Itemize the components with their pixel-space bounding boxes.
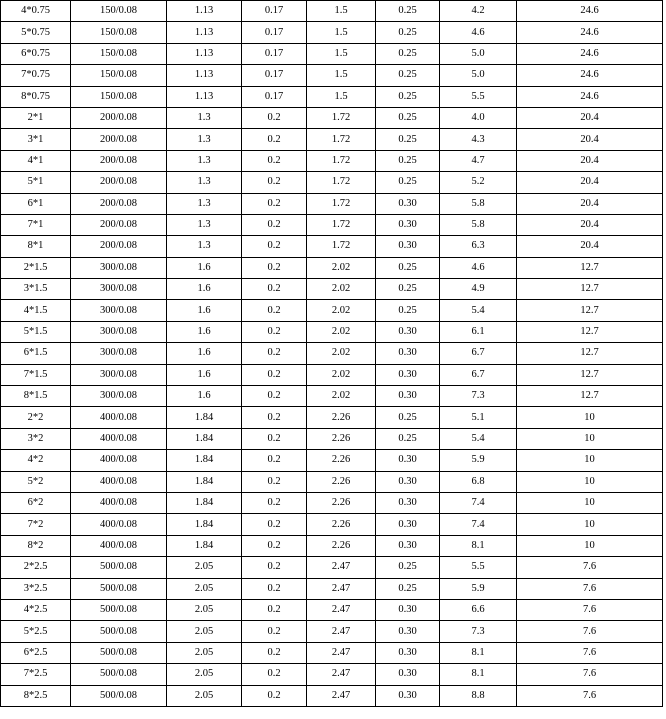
strand-cell: 500/0.08 [71,685,167,706]
strand-cell: 150/0.08 [71,65,167,86]
outer-diameter-cell: 5.0 [440,43,517,64]
sheath-thickness-cell: 0.25 [376,172,440,193]
sheath-thickness-cell: 0.25 [376,43,440,64]
insulation-thickness-cell: 0.2 [242,514,307,535]
strand-cell: 400/0.08 [71,450,167,471]
strand-cell: 500/0.08 [71,578,167,599]
resistance-cell: 24.6 [517,86,663,107]
table-row [1,471,663,492]
core-diameter-cell: 2.47 [307,685,376,706]
resistance-cell: 20.4 [517,193,663,214]
sheath-thickness-cell: 0.25 [376,407,440,428]
resistance-cell: 24.6 [517,43,663,64]
core-diameter-cell: 1.5 [307,1,376,22]
sheath-thickness-cell: 0.30 [376,343,440,364]
table-row [1,599,663,620]
outer-diameter-cell: 5.8 [440,193,517,214]
table-row [1,514,663,535]
table-row [1,364,663,385]
table-row [1,300,663,321]
outer-diameter-cell: 7.3 [440,386,517,407]
core-diameter-cell: 1.5 [307,65,376,86]
core-spec-cell: 6*2 [1,492,71,513]
core-diameter-cell: 2.47 [307,599,376,620]
sheath-thickness-cell: 0.25 [376,557,440,578]
core-spec-cell: 8*1 [1,236,71,257]
insulation-thickness-cell: 0.2 [242,535,307,556]
insulation-thickness-cell: 0.17 [242,1,307,22]
core-spec-cell: 5*1.5 [1,321,71,342]
sheath-thickness-cell: 0.25 [376,107,440,128]
outer-diameter-cell: 5.8 [440,214,517,235]
core-spec-cell: 5*2.5 [1,621,71,642]
table-row [1,386,663,407]
core-spec-cell: 8*2 [1,535,71,556]
core-diameter-cell: 2.02 [307,386,376,407]
conductor-diameter-cell: 1.84 [167,535,242,556]
core-spec-cell: 7*0.75 [1,65,71,86]
strand-cell: 400/0.08 [71,514,167,535]
resistance-cell: 12.7 [517,300,663,321]
insulation-thickness-cell: 0.2 [242,193,307,214]
insulation-thickness-cell: 0.2 [242,107,307,128]
resistance-cell: 20.4 [517,236,663,257]
table-row [1,214,663,235]
resistance-cell: 24.6 [517,1,663,22]
core-spec-cell: 6*0.75 [1,43,71,64]
conductor-diameter-cell: 1.6 [167,321,242,342]
insulation-thickness-cell: 0.17 [242,86,307,107]
insulation-thickness-cell: 0.17 [242,22,307,43]
table-row [1,129,663,150]
sheath-thickness-cell: 0.30 [376,514,440,535]
conductor-diameter-cell: 1.84 [167,492,242,513]
conductor-diameter-cell: 1.6 [167,386,242,407]
insulation-thickness-cell: 0.2 [242,300,307,321]
core-spec-cell: 5*2 [1,471,71,492]
core-diameter-cell: 1.72 [307,150,376,171]
strand-cell: 300/0.08 [71,364,167,385]
table-row [1,664,663,685]
insulation-thickness-cell: 0.2 [242,364,307,385]
core-diameter-cell: 2.02 [307,364,376,385]
conductor-diameter-cell: 1.3 [167,193,242,214]
conductor-diameter-cell: 1.6 [167,300,242,321]
core-spec-cell: 8*1.5 [1,386,71,407]
table-row [1,172,663,193]
sheath-thickness-cell: 0.30 [376,236,440,257]
resistance-cell: 7.6 [517,642,663,663]
outer-diameter-cell: 5.5 [440,557,517,578]
strand-cell: 150/0.08 [71,86,167,107]
insulation-thickness-cell: 0.17 [242,43,307,64]
outer-diameter-cell: 6.8 [440,471,517,492]
strand-cell: 150/0.08 [71,43,167,64]
core-diameter-cell: 2.26 [307,492,376,513]
table-row [1,22,663,43]
insulation-thickness-cell: 0.2 [242,214,307,235]
core-spec-cell: 2*1 [1,107,71,128]
table-row [1,621,663,642]
strand-cell: 300/0.08 [71,300,167,321]
conductor-diameter-cell: 1.84 [167,428,242,449]
core-spec-cell: 8*0.75 [1,86,71,107]
resistance-cell: 10 [517,450,663,471]
insulation-thickness-cell: 0.2 [242,599,307,620]
strand-cell: 400/0.08 [71,428,167,449]
sheath-thickness-cell: 0.30 [376,664,440,685]
core-spec-cell: 4*1.5 [1,300,71,321]
core-diameter-cell: 2.47 [307,642,376,663]
strand-cell: 200/0.08 [71,193,167,214]
conductor-diameter-cell: 1.3 [167,150,242,171]
core-diameter-cell: 1.72 [307,172,376,193]
outer-diameter-cell: 5.4 [440,428,517,449]
conductor-diameter-cell: 1.3 [167,236,242,257]
sheath-thickness-cell: 0.30 [376,364,440,385]
resistance-cell: 7.6 [517,664,663,685]
strand-cell: 500/0.08 [71,664,167,685]
outer-diameter-cell: 7.4 [440,514,517,535]
resistance-cell: 10 [517,428,663,449]
outer-diameter-cell: 8.1 [440,535,517,556]
resistance-cell: 12.7 [517,321,663,342]
core-diameter-cell: 1.5 [307,86,376,107]
core-diameter-cell: 2.02 [307,300,376,321]
strand-cell: 500/0.08 [71,557,167,578]
core-spec-cell: 3*1 [1,129,71,150]
sheath-thickness-cell: 0.30 [376,621,440,642]
insulation-thickness-cell: 0.2 [242,386,307,407]
strand-cell: 200/0.08 [71,214,167,235]
outer-diameter-cell: 6.6 [440,599,517,620]
core-diameter-cell: 2.26 [307,535,376,556]
sheath-thickness-cell: 0.25 [376,22,440,43]
resistance-cell: 24.6 [517,22,663,43]
outer-diameter-cell: 8.1 [440,642,517,663]
sheath-thickness-cell: 0.30 [376,642,440,663]
table-row [1,450,663,471]
sheath-thickness-cell: 0.25 [376,1,440,22]
conductor-diameter-cell: 1.13 [167,22,242,43]
sheath-thickness-cell: 0.25 [376,86,440,107]
table-row [1,407,663,428]
insulation-thickness-cell: 0.2 [242,257,307,278]
insulation-thickness-cell: 0.2 [242,428,307,449]
sheath-thickness-cell: 0.30 [376,386,440,407]
insulation-thickness-cell: 0.2 [242,407,307,428]
sheath-thickness-cell: 0.25 [376,428,440,449]
core-diameter-cell: 2.26 [307,407,376,428]
conductor-diameter-cell: 2.05 [167,578,242,599]
resistance-cell: 7.6 [517,599,663,620]
core-spec-cell: 5*1 [1,172,71,193]
core-spec-cell: 2*2.5 [1,557,71,578]
table-row [1,492,663,513]
insulation-thickness-cell: 0.2 [242,236,307,257]
sheath-thickness-cell: 0.30 [376,321,440,342]
outer-diameter-cell: 5.0 [440,65,517,86]
insulation-thickness-cell: 0.2 [242,621,307,642]
outer-diameter-cell: 6.3 [440,236,517,257]
core-spec-cell: 4*1 [1,150,71,171]
insulation-thickness-cell: 0.17 [242,65,307,86]
core-spec-cell: 4*0.75 [1,1,71,22]
strand-cell: 150/0.08 [71,22,167,43]
outer-diameter-cell: 4.6 [440,257,517,278]
core-spec-cell: 4*2 [1,450,71,471]
insulation-thickness-cell: 0.2 [242,150,307,171]
sheath-thickness-cell: 0.25 [376,279,440,300]
outer-diameter-cell: 6.1 [440,321,517,342]
table-row [1,257,663,278]
core-spec-cell: 6*1.5 [1,343,71,364]
outer-diameter-cell: 4.6 [440,22,517,43]
core-diameter-cell: 2.26 [307,471,376,492]
sheath-thickness-cell: 0.25 [376,578,440,599]
core-diameter-cell: 2.26 [307,428,376,449]
core-diameter-cell: 1.5 [307,22,376,43]
resistance-cell: 20.4 [517,214,663,235]
resistance-cell: 7.6 [517,685,663,706]
outer-diameter-cell: 4.2 [440,1,517,22]
resistance-cell: 10 [517,535,663,556]
insulation-thickness-cell: 0.2 [242,343,307,364]
conductor-diameter-cell: 1.84 [167,471,242,492]
core-diameter-cell: 2.02 [307,257,376,278]
resistance-cell: 20.4 [517,107,663,128]
outer-diameter-cell: 4.0 [440,107,517,128]
sheath-thickness-cell: 0.30 [376,450,440,471]
conductor-diameter-cell: 1.3 [167,214,242,235]
table-row [1,86,663,107]
conductor-diameter-cell: 1.84 [167,450,242,471]
insulation-thickness-cell: 0.2 [242,450,307,471]
sheath-thickness-cell: 0.25 [376,150,440,171]
table-body [1,1,663,707]
strand-cell: 200/0.08 [71,150,167,171]
sheath-thickness-cell: 0.30 [376,599,440,620]
strand-cell: 400/0.08 [71,535,167,556]
table-row [1,321,663,342]
conductor-diameter-cell: 1.6 [167,279,242,300]
table-row [1,279,663,300]
resistance-cell: 10 [517,471,663,492]
core-diameter-cell: 1.72 [307,236,376,257]
strand-cell: 150/0.08 [71,1,167,22]
table-row [1,535,663,556]
core-diameter-cell: 2.26 [307,514,376,535]
resistance-cell: 12.7 [517,279,663,300]
conductor-diameter-cell: 2.05 [167,557,242,578]
conductor-diameter-cell: 1.3 [167,129,242,150]
sheath-thickness-cell: 0.30 [376,471,440,492]
conductor-diameter-cell: 1.3 [167,107,242,128]
insulation-thickness-cell: 0.2 [242,664,307,685]
resistance-cell: 7.6 [517,557,663,578]
sheath-thickness-cell: 0.25 [376,300,440,321]
table-row [1,65,663,86]
core-spec-cell: 7*1 [1,214,71,235]
core-diameter-cell: 2.47 [307,578,376,599]
insulation-thickness-cell: 0.2 [242,557,307,578]
outer-diameter-cell: 5.1 [440,407,517,428]
insulation-thickness-cell: 0.2 [242,492,307,513]
core-spec-cell: 2*2 [1,407,71,428]
outer-diameter-cell: 5.5 [440,86,517,107]
core-diameter-cell: 2.02 [307,279,376,300]
resistance-cell: 10 [517,492,663,513]
strand-cell: 300/0.08 [71,257,167,278]
table-row [1,150,663,171]
strand-cell: 200/0.08 [71,129,167,150]
outer-diameter-cell: 4.9 [440,279,517,300]
core-diameter-cell: 1.72 [307,107,376,128]
strand-cell: 500/0.08 [71,599,167,620]
resistance-cell: 20.4 [517,172,663,193]
insulation-thickness-cell: 0.2 [242,578,307,599]
core-spec-cell: 3*1.5 [1,279,71,300]
table-row [1,107,663,128]
conductor-diameter-cell: 1.6 [167,364,242,385]
insulation-thickness-cell: 0.2 [242,685,307,706]
core-diameter-cell: 2.47 [307,664,376,685]
sheath-thickness-cell: 0.25 [376,65,440,86]
sheath-thickness-cell: 0.30 [376,492,440,513]
outer-diameter-cell: 5.2 [440,172,517,193]
core-spec-cell: 7*2.5 [1,664,71,685]
conductor-diameter-cell: 1.6 [167,257,242,278]
strand-cell: 300/0.08 [71,321,167,342]
conductor-diameter-cell: 1.84 [167,514,242,535]
core-diameter-cell: 2.02 [307,321,376,342]
sheath-thickness-cell: 0.30 [376,193,440,214]
table-row [1,1,663,22]
resistance-cell: 12.7 [517,386,663,407]
strand-cell: 500/0.08 [71,642,167,663]
table-row [1,557,663,578]
strand-cell: 200/0.08 [71,172,167,193]
outer-diameter-cell: 5.9 [440,578,517,599]
core-diameter-cell: 1.72 [307,129,376,150]
core-diameter-cell: 2.02 [307,343,376,364]
strand-cell: 400/0.08 [71,492,167,513]
strand-cell: 300/0.08 [71,279,167,300]
conductor-diameter-cell: 1.13 [167,1,242,22]
outer-diameter-cell: 8.8 [440,685,517,706]
strand-cell: 500/0.08 [71,621,167,642]
conductor-diameter-cell: 1.13 [167,86,242,107]
resistance-cell: 12.7 [517,364,663,385]
strand-cell: 200/0.08 [71,107,167,128]
table-row [1,43,663,64]
outer-diameter-cell: 6.7 [440,343,517,364]
outer-diameter-cell: 7.3 [440,621,517,642]
outer-diameter-cell: 6.7 [440,364,517,385]
core-diameter-cell: 1.72 [307,214,376,235]
core-spec-cell: 6*1 [1,193,71,214]
insulation-thickness-cell: 0.2 [242,642,307,663]
table-row [1,343,663,364]
table-row [1,236,663,257]
insulation-thickness-cell: 0.2 [242,321,307,342]
strand-cell: 400/0.08 [71,407,167,428]
table-row [1,642,663,663]
insulation-thickness-cell: 0.2 [242,172,307,193]
core-spec-cell: 6*2.5 [1,642,71,663]
conductor-diameter-cell: 2.05 [167,599,242,620]
conductor-diameter-cell: 1.13 [167,43,242,64]
resistance-cell: 20.4 [517,129,663,150]
resistance-cell: 12.7 [517,257,663,278]
conductor-diameter-cell: 1.3 [167,172,242,193]
table-row [1,578,663,599]
conductor-diameter-cell: 2.05 [167,664,242,685]
outer-diameter-cell: 7.4 [440,492,517,513]
conductor-diameter-cell: 2.05 [167,642,242,663]
strand-cell: 400/0.08 [71,471,167,492]
core-spec-cell: 3*2.5 [1,578,71,599]
insulation-thickness-cell: 0.2 [242,129,307,150]
core-spec-cell: 7*1.5 [1,364,71,385]
core-spec-cell: 8*2.5 [1,685,71,706]
resistance-cell: 7.6 [517,578,663,599]
core-diameter-cell: 2.47 [307,621,376,642]
resistance-cell: 7.6 [517,621,663,642]
outer-diameter-cell: 5.4 [440,300,517,321]
conductor-diameter-cell: 1.13 [167,65,242,86]
outer-diameter-cell: 4.3 [440,129,517,150]
table-row [1,685,663,706]
strand-cell: 300/0.08 [71,343,167,364]
resistance-cell: 24.6 [517,65,663,86]
sheath-thickness-cell: 0.25 [376,129,440,150]
core-spec-cell: 7*2 [1,514,71,535]
conductor-diameter-cell: 1.84 [167,407,242,428]
sheath-thickness-cell: 0.25 [376,257,440,278]
core-diameter-cell: 1.72 [307,193,376,214]
table-row [1,428,663,449]
resistance-cell: 12.7 [517,343,663,364]
core-diameter-cell: 2.47 [307,557,376,578]
conductor-diameter-cell: 2.05 [167,685,242,706]
insulation-thickness-cell: 0.2 [242,471,307,492]
core-spec-cell: 2*1.5 [1,257,71,278]
outer-diameter-cell: 8.1 [440,664,517,685]
conductor-diameter-cell: 2.05 [167,621,242,642]
resistance-cell: 20.4 [517,150,663,171]
outer-diameter-cell: 4.7 [440,150,517,171]
strand-cell: 300/0.08 [71,386,167,407]
insulation-thickness-cell: 0.2 [242,279,307,300]
resistance-cell: 10 [517,514,663,535]
conductor-diameter-cell: 1.6 [167,343,242,364]
strand-cell: 200/0.08 [71,236,167,257]
resistance-cell: 10 [517,407,663,428]
sheath-thickness-cell: 0.30 [376,535,440,556]
core-spec-cell: 3*2 [1,428,71,449]
sheath-thickness-cell: 0.30 [376,685,440,706]
core-spec-cell: 5*0.75 [1,22,71,43]
table-row [1,193,663,214]
sheath-thickness-cell: 0.30 [376,214,440,235]
outer-diameter-cell: 5.9 [440,450,517,471]
core-spec-cell: 4*2.5 [1,599,71,620]
core-diameter-cell: 1.5 [307,43,376,64]
core-diameter-cell: 2.26 [307,450,376,471]
